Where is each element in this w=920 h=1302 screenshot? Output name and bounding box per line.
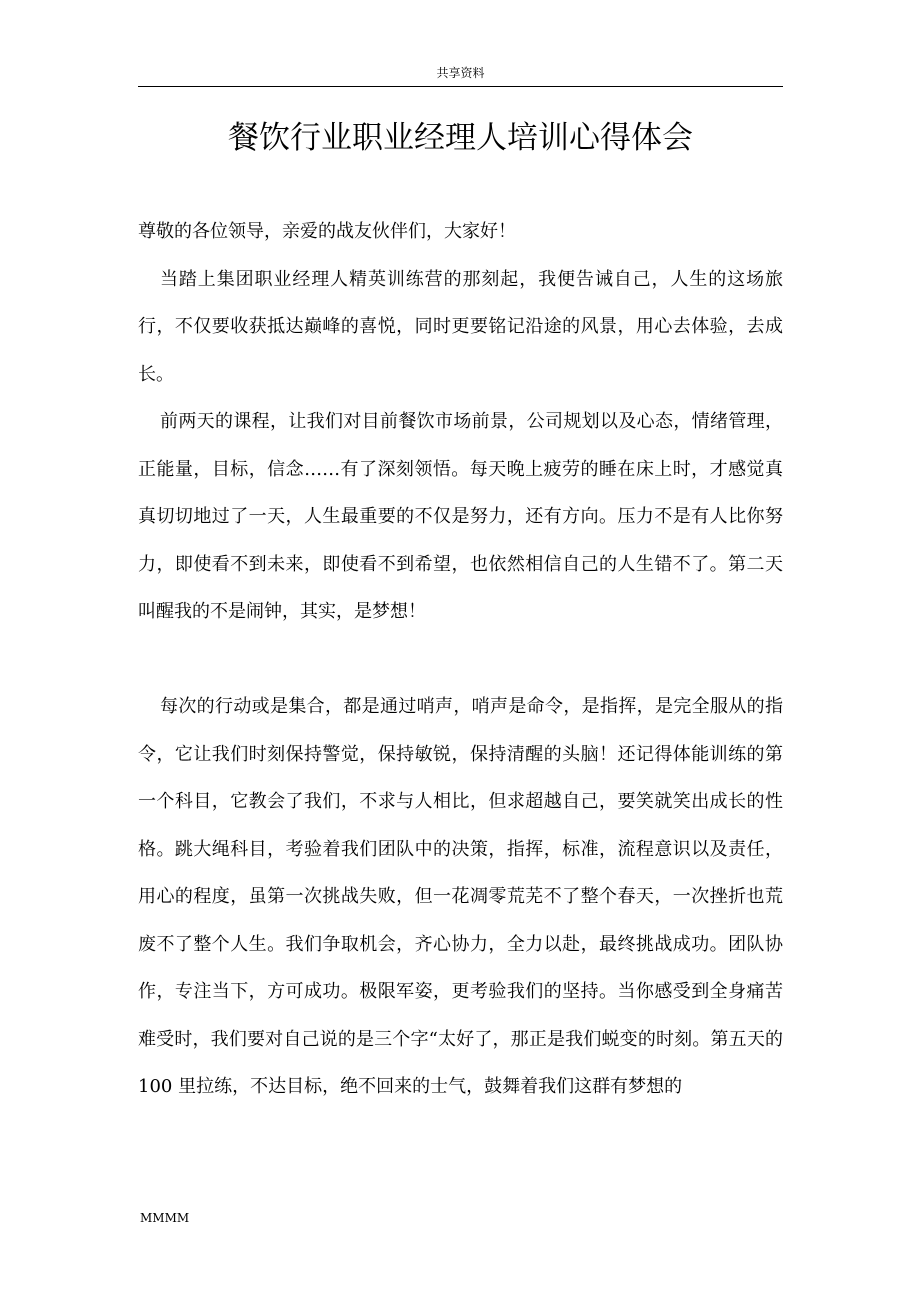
- document-title: 餐饮行业职业经理人培训心得体会: [228, 120, 693, 156]
- paragraph-spacer: [138, 636, 783, 684]
- document-body: [138, 208, 783, 1111]
- paragraph-1: 当踏上集团职业经理人精英训练营的那刻起，我便告诫自己，人生的这场旅行，不仅要收获抵达巅峰的喜悦，同时更要铭记沿途的风景，用心去体验，去成长。: [138, 268, 783, 385]
- greeting-line: 尊敬的各位领导，亲爱的战友伙伴们，大家好！: [138, 221, 516, 242]
- page-footer: MMMM: [140, 1211, 190, 1225]
- paragraph-2: 前两天的课程，让我们对目前餐饮市场前景，公司规划以及心态，情绪管理，正能量，目标，信念……有了深刻领悟。每天晚上疲劳的睡在床上时，才感觉真真切切地过了一天，人生最重要的不仅是努力，还有方向。压力不是有人比你努力，即使看不到未来，即使看不到希望，也依然相信自己的人生错不了。第二天叫醒我的不是闹钟，其实，是梦想！: [138, 411, 783, 622]
- paragraph-3: 每次的行动或是集合，都是通过哨声，哨声是命令，是指挥，是完全服从的指令，它让我们时刻保持警觉，保持敏锐，保持清醒的头脑！还记得体能训练的第一个科目，它教会了我们，不求与人相比，但求超越自己，要笑就笑出成长的性格。跳大绳科目，考验着我们团队中的决策，指挥，标准，流程意识以及责任，用心的程度，虽第一次挑战失败，但一花凋零荒芜不了整个春天，一次挫折也荒废不了整个人生。我们争取机会，齐心协力，全力以赴，最终挑战成功。团队协作，专注当下，方可成功。极限军姿，更考验我们的坚持。当你感受到全身痛苦难受时，我们要对自己说的是三个字“太好了，那正是我们蜕变的时刻。第五天的 100 里拉练，不达目标，绝不回来的士气，鼓舞着我们这群有梦想的: [138, 696, 783, 1097]
- page-header: 共享资料: [138, 62, 783, 87]
